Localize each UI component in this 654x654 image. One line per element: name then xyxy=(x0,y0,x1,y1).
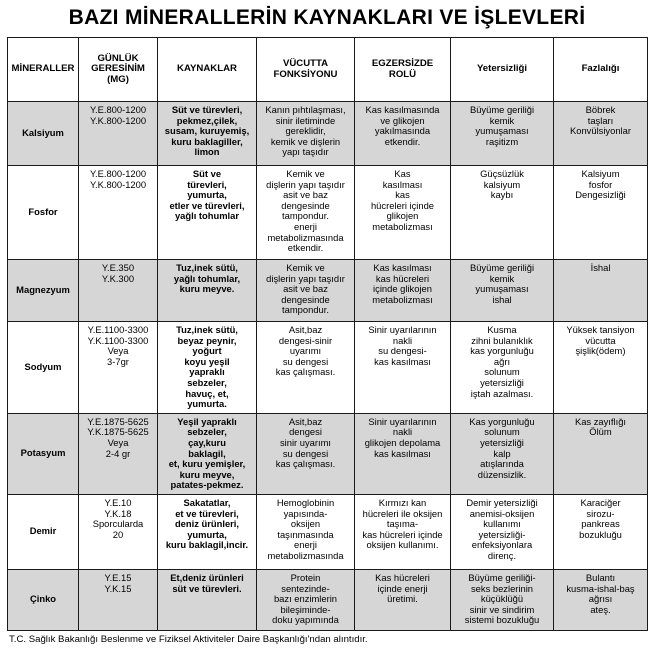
sources-cell: Yeşil yapraklı sebzeler, çay,kuru baklagil, et, kuru yemişler, kuru meyve, patates-pekmez. xyxy=(158,413,257,494)
excess-cell: Karaciğer sirozu- pankreas bozukluğu xyxy=(554,494,648,569)
header-body-function: VÜCUTTA FONKSİYONU xyxy=(257,38,355,102)
mineral-name: Demir xyxy=(8,494,79,569)
mineral-name: Sodyum xyxy=(8,322,79,414)
function-cell: Kanın pıhtılaşması, sinir iletiminde gereklidir, kemik ve dişlerin yapı taşıdır xyxy=(257,102,355,166)
deficiency-cell: Güçsüzlük kalsiyum kaybı xyxy=(451,166,554,260)
sources-cell: Süt ve türevleri, pekmez,çilek, susam, kuruyemiş, kuru baklagiller, limon xyxy=(158,102,257,166)
daily-need-cell: Y.E.15 Y.K.15 xyxy=(79,569,158,630)
table-row xyxy=(8,569,648,630)
deficiency-cell: Kusma zihni bulanıklık kas yorgunluğu ağrı solunum yetersizliği iştah azalması. xyxy=(451,322,554,414)
exercise-cell: Kas hücreleri içinde enerji üretimi. xyxy=(355,569,451,630)
excess-cell: Bulantı kusma-ishal-baş ağrısı ateş. xyxy=(554,569,648,630)
header-sources: KAYNAKLAR xyxy=(158,38,257,102)
function-cell: Asit,baz dengesi sinir uyarımı su dengesi kas çalışması. xyxy=(257,413,355,494)
header-daily-need: GÜNLÜK GERESİNİM (MG) xyxy=(79,38,158,102)
table-row xyxy=(8,322,648,414)
sources-cell: Süt ve türevleri, yumurta, etler ve türevleri, yağlı tohumlar xyxy=(158,166,257,260)
mineral-name: Magnezyum xyxy=(8,260,79,322)
header-row xyxy=(8,38,648,102)
header-exercise-role: EGZERSİZDE ROLÜ xyxy=(355,38,451,102)
deficiency-cell: Kas yorgunluğu solunum yetersizliği kalp atışlarında düzensizlik. xyxy=(451,413,554,494)
daily-need-cell: Y.E.800-1200 Y.K.800-1200 xyxy=(79,166,158,260)
mineral-name: Çinko xyxy=(8,569,79,630)
daily-need-cell: Y.E.10 Y.K.18 Sporcularda 20 xyxy=(79,494,158,569)
deficiency-cell: Demir yetersizliği anemisi-oksijen kullanımı yetersizliği- enfeksiyonlara direnç. xyxy=(451,494,554,569)
exercise-cell: Sinir uyarılarının nakli glikojen depolama kas kasılması xyxy=(355,413,451,494)
sources-cell: Tuz,inek sütü, beyaz peynir, yoğurt koyu yeşil yapraklı sebzeler, havuç, et, yumurta. xyxy=(158,322,257,414)
source-footnote: T.C. Sağlık Bakanlığı Beslenme ve Fiziksel Aktiviteler Daire Başkanlığı'ndan alıntıdır. xyxy=(9,634,368,645)
daily-need-cell: Y.E.1875-5625 Y.K.1875-5625 Veya 2-4 gr xyxy=(79,413,158,494)
table-row xyxy=(8,166,648,260)
minerals-table xyxy=(7,37,648,631)
excess-cell: Kalsiyum fosfor Dengesizliği xyxy=(554,166,648,260)
daily-need-cell: Y.E.800-1200 Y.K.800-1200 xyxy=(79,102,158,166)
deficiency-cell: Büyüme geriliği- seks bezlerinin küçüklüğü sinir ve sindirim sistemi bozukluğu xyxy=(451,569,554,630)
mineral-name: Kalsiyum xyxy=(8,102,79,166)
excess-cell: Yüksek tansiyon vücutta şişlik(ödem) xyxy=(554,322,648,414)
sources-cell: Sakatatlar, et ve türevleri, deniz ürünleri, yumurta, kuru baklagil,incir. xyxy=(158,494,257,569)
excess-cell: Kas zayıflığı Ölüm xyxy=(554,413,648,494)
header-deficiency: Yetersizliği xyxy=(451,38,554,102)
function-cell: Hemoglobinin yapısında- oksijen taşınmasında enerji metabolizmasında xyxy=(257,494,355,569)
table-row xyxy=(8,102,648,166)
mineral-name: Potasyum xyxy=(8,413,79,494)
exercise-cell: Kas kasılmasında ve glikojen yakılmasında etkendir. xyxy=(355,102,451,166)
page-title: BAZI MİNERALLERİN KAYNAKLARI VE İŞLEVLERİ xyxy=(68,6,586,29)
daily-need-cell: Y.E.350 Y.K.300 xyxy=(79,260,158,322)
function-cell: Kemik ve dişlerin yapı taşıdır asit ve baz dengesinde tampondur. enerji metabolizmasında etkendir. xyxy=(257,166,355,260)
excess-cell: Böbrek taşları Konvülsiyonlar xyxy=(554,102,648,166)
excess-cell: İshal xyxy=(554,260,648,322)
header-minerals: MİNERALLER xyxy=(8,38,79,102)
deficiency-cell: Büyüme geriliği kemik yumuşaması ishal xyxy=(451,260,554,322)
mineral-name: Fosfor xyxy=(8,166,79,260)
exercise-cell: Kırmızı kan hücreleri ile oksijen taşıma- kas hücreleri içinde oksijen kullanımı. xyxy=(355,494,451,569)
table-row xyxy=(8,260,648,322)
deficiency-cell: Büyüme geriliği kemik yumuşaması raşitizm xyxy=(451,102,554,166)
function-cell: Kemik ve dişlerin yapı taşıdır asit ve baz dengesinde tampondur. xyxy=(257,260,355,322)
function-cell: Asit,baz dengesi-sinir uyarımı su dengesi kas çalışması. xyxy=(257,322,355,414)
table-row xyxy=(8,413,648,494)
exercise-cell: Kas kasılması kas hücreleri içinde glikojen metabolizması xyxy=(355,260,451,322)
sources-cell: Tuz,inek sütü, yağlı tohumlar, kuru meyve. xyxy=(158,260,257,322)
exercise-cell: Sinir uyarılarının nakli su dengesi- kas kasılması xyxy=(355,322,451,414)
function-cell: Protein sentezinde- bazı enzimlerin bileşiminde- doku yapımında xyxy=(257,569,355,630)
sources-cell: Et,deniz ürünleri süt ve türevleri. xyxy=(158,569,257,630)
table-row xyxy=(8,494,648,569)
header-excess: Fazlalığı xyxy=(554,38,648,102)
exercise-cell: Kas kasılması kas hücreleri içinde glikojen metabolizması xyxy=(355,166,451,260)
daily-need-cell: Y.E.1100-3300 Y.K.1100-3300 Veya 3-7gr xyxy=(79,322,158,414)
